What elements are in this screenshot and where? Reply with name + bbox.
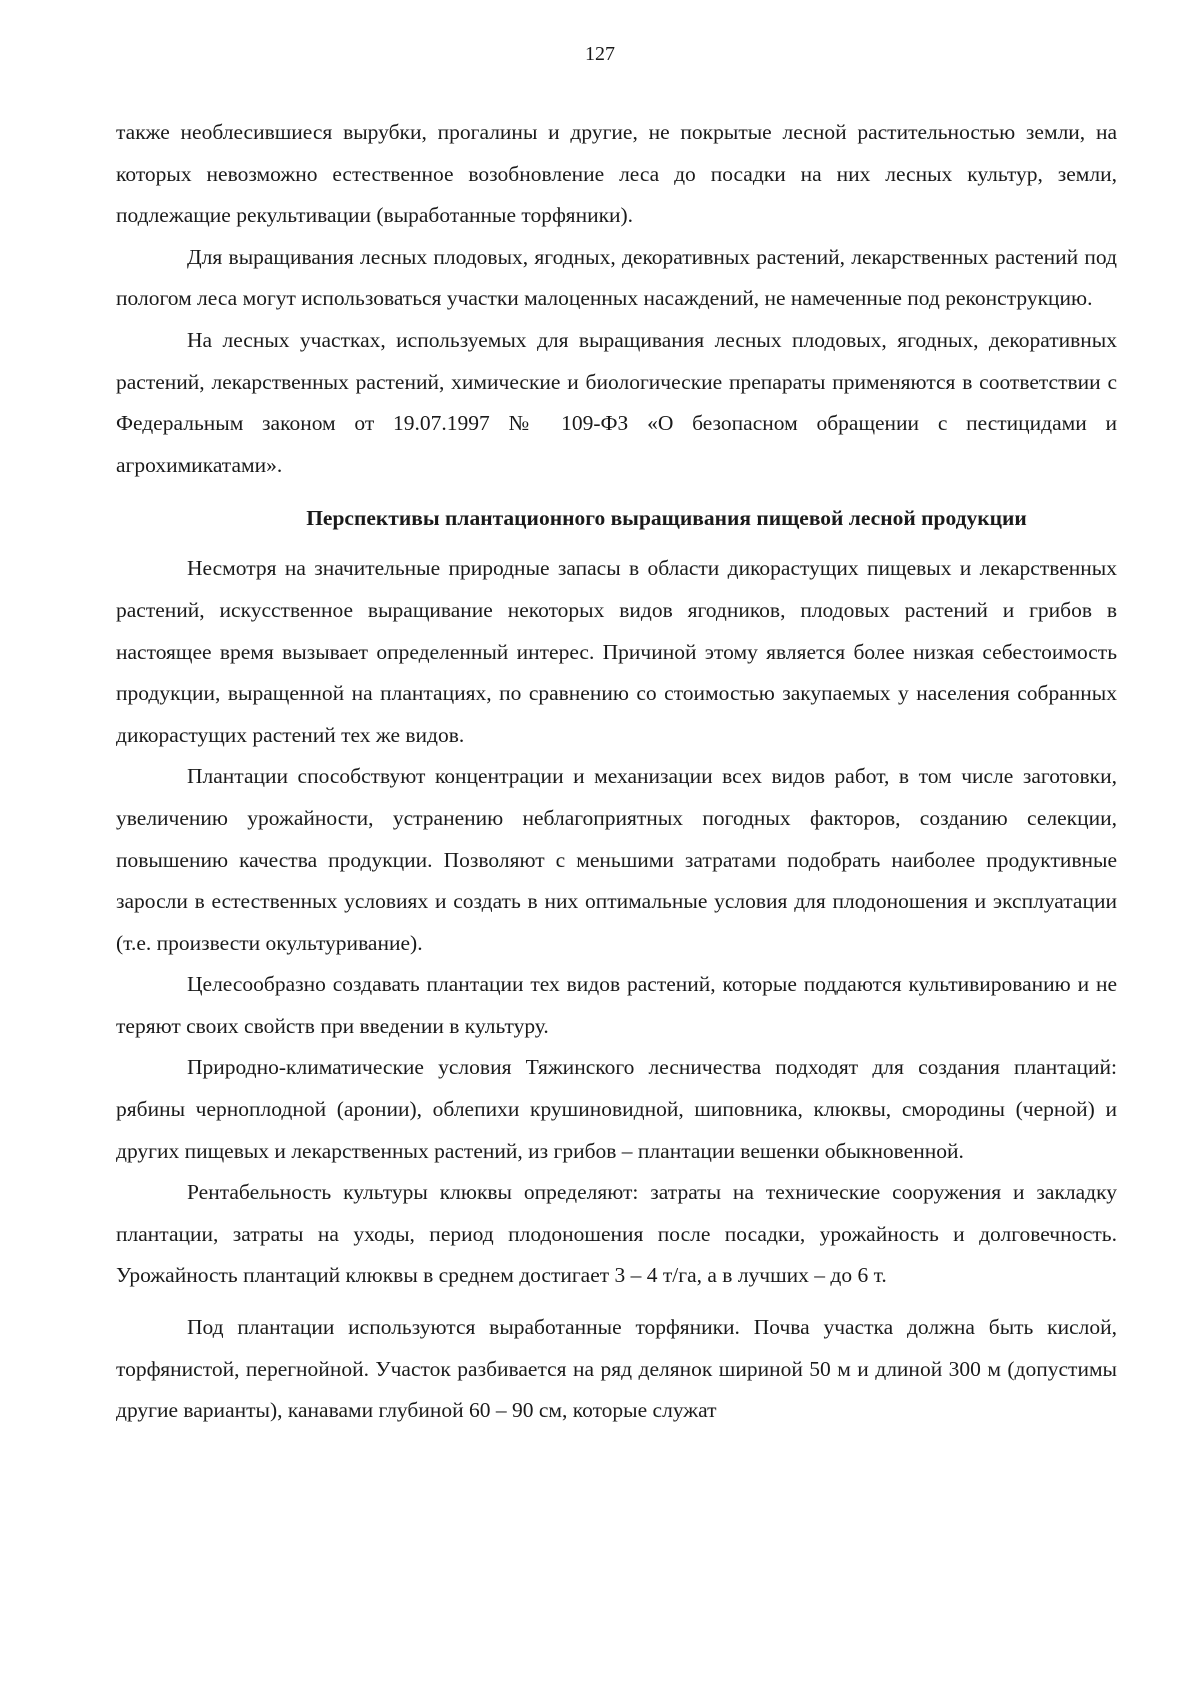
- page-content: [116, 112, 1117, 1432]
- paragraph-interest: Несмотря на значительные природные запасы в области дикорастущих пищевых и лекарственных растений, искусственное выращивание некоторых видов ягодников, плодовых растений и грибов в настоящее время вызывает определенный интерес. Причиной этому является более низкая себестоимость продукции, выращенной на плантациях, по сравнению со стоимостью закупаемых у населения собранных дикорастущих растений тех же видов.: [116, 556, 1117, 747]
- paragraph-cranberry-profitability: Рентабельность культуры клюквы определяют: затраты на технические сооружения и закладку плантации, затраты на уходы, период плодоношения после посадки, урожайность и долговечность. Урожайность плантаций клюквы в среднем достигает 3 – 4 т/га, а в лучших – до 6 т.: [116, 1180, 1117, 1288]
- paragraph-plantations-benefits: Плантации способствуют концентрации и механизации всех видов работ, в том числе заготовки, увеличению урожайности, устранению неблагоприятных погодных факторов, созданию селекции, повышению качества продукции. Позволяют с меньшими затратами подобрать наиболее продуктивные заросли в естественных условиях и создать в них оптимальные условия для плодоношения и эксплуатации (т.е. произвести окультуривание).: [116, 764, 1117, 955]
- paragraph-chemicals: На лесных участках, используемых для выращивания лесных плодовых, ягодных, декоративных растений, лекарственных растений, химические и биологические препараты применяются в соответствии с Федеральным законом от 19.07.1997 № 109-ФЗ «О безопасном обращении с пестицидами и агрохимикатами».: [116, 327, 1117, 477]
- paragraph-continuation: также необлесившиеся вырубки, прогалины и другие, не покрытые лесной растительностью земли, на которых невозможно естественное возобновление леса до посадки на них лесных культур, земли, подлежащие рекультивации (выработанные торфяники).: [116, 120, 1117, 228]
- section-heading: Перспективы плантационного выращивания пищевой лесной продукции: [306, 506, 1027, 531]
- paragraph-gap: [116, 1297, 1117, 1307]
- page-number: 127: [585, 43, 615, 65]
- paragraph-climate: Природно-климатические условия Тяжинского лесничества подходят для создания плантаций: рябины черноплодной (аронии), облепихи крушиновидной, шиповника, клюквы, смородины (черной) и других пищевых и лекарственных растений, из грибов – плантации вешенки обыкновенной.: [116, 1055, 1117, 1163]
- paragraph-peatlands: Под плантации используются выработанные торфяники. Почва участка должна быть кислой, торфянистой, перегнойной. Участок разбивается на ряд делянок шириной 50 м и длиной 300 м (допустимы другие варианты), канавами глубиной 60 – 90 см, которые служат: [116, 1315, 1117, 1423]
- paragraph-under-canopy: Для выращивания лесных плодовых, ягодных, декоративных растений, лекарственных растений под пологом леса могут использоваться участки малоценных насаждений, не намеченные под реконструкцию.: [116, 244, 1117, 311]
- paragraph-expedient: Целесообразно создавать плантации тех видов растений, которые поддаются культивированию и не теряют своих свойств при введении в культуру.: [116, 972, 1117, 1038]
